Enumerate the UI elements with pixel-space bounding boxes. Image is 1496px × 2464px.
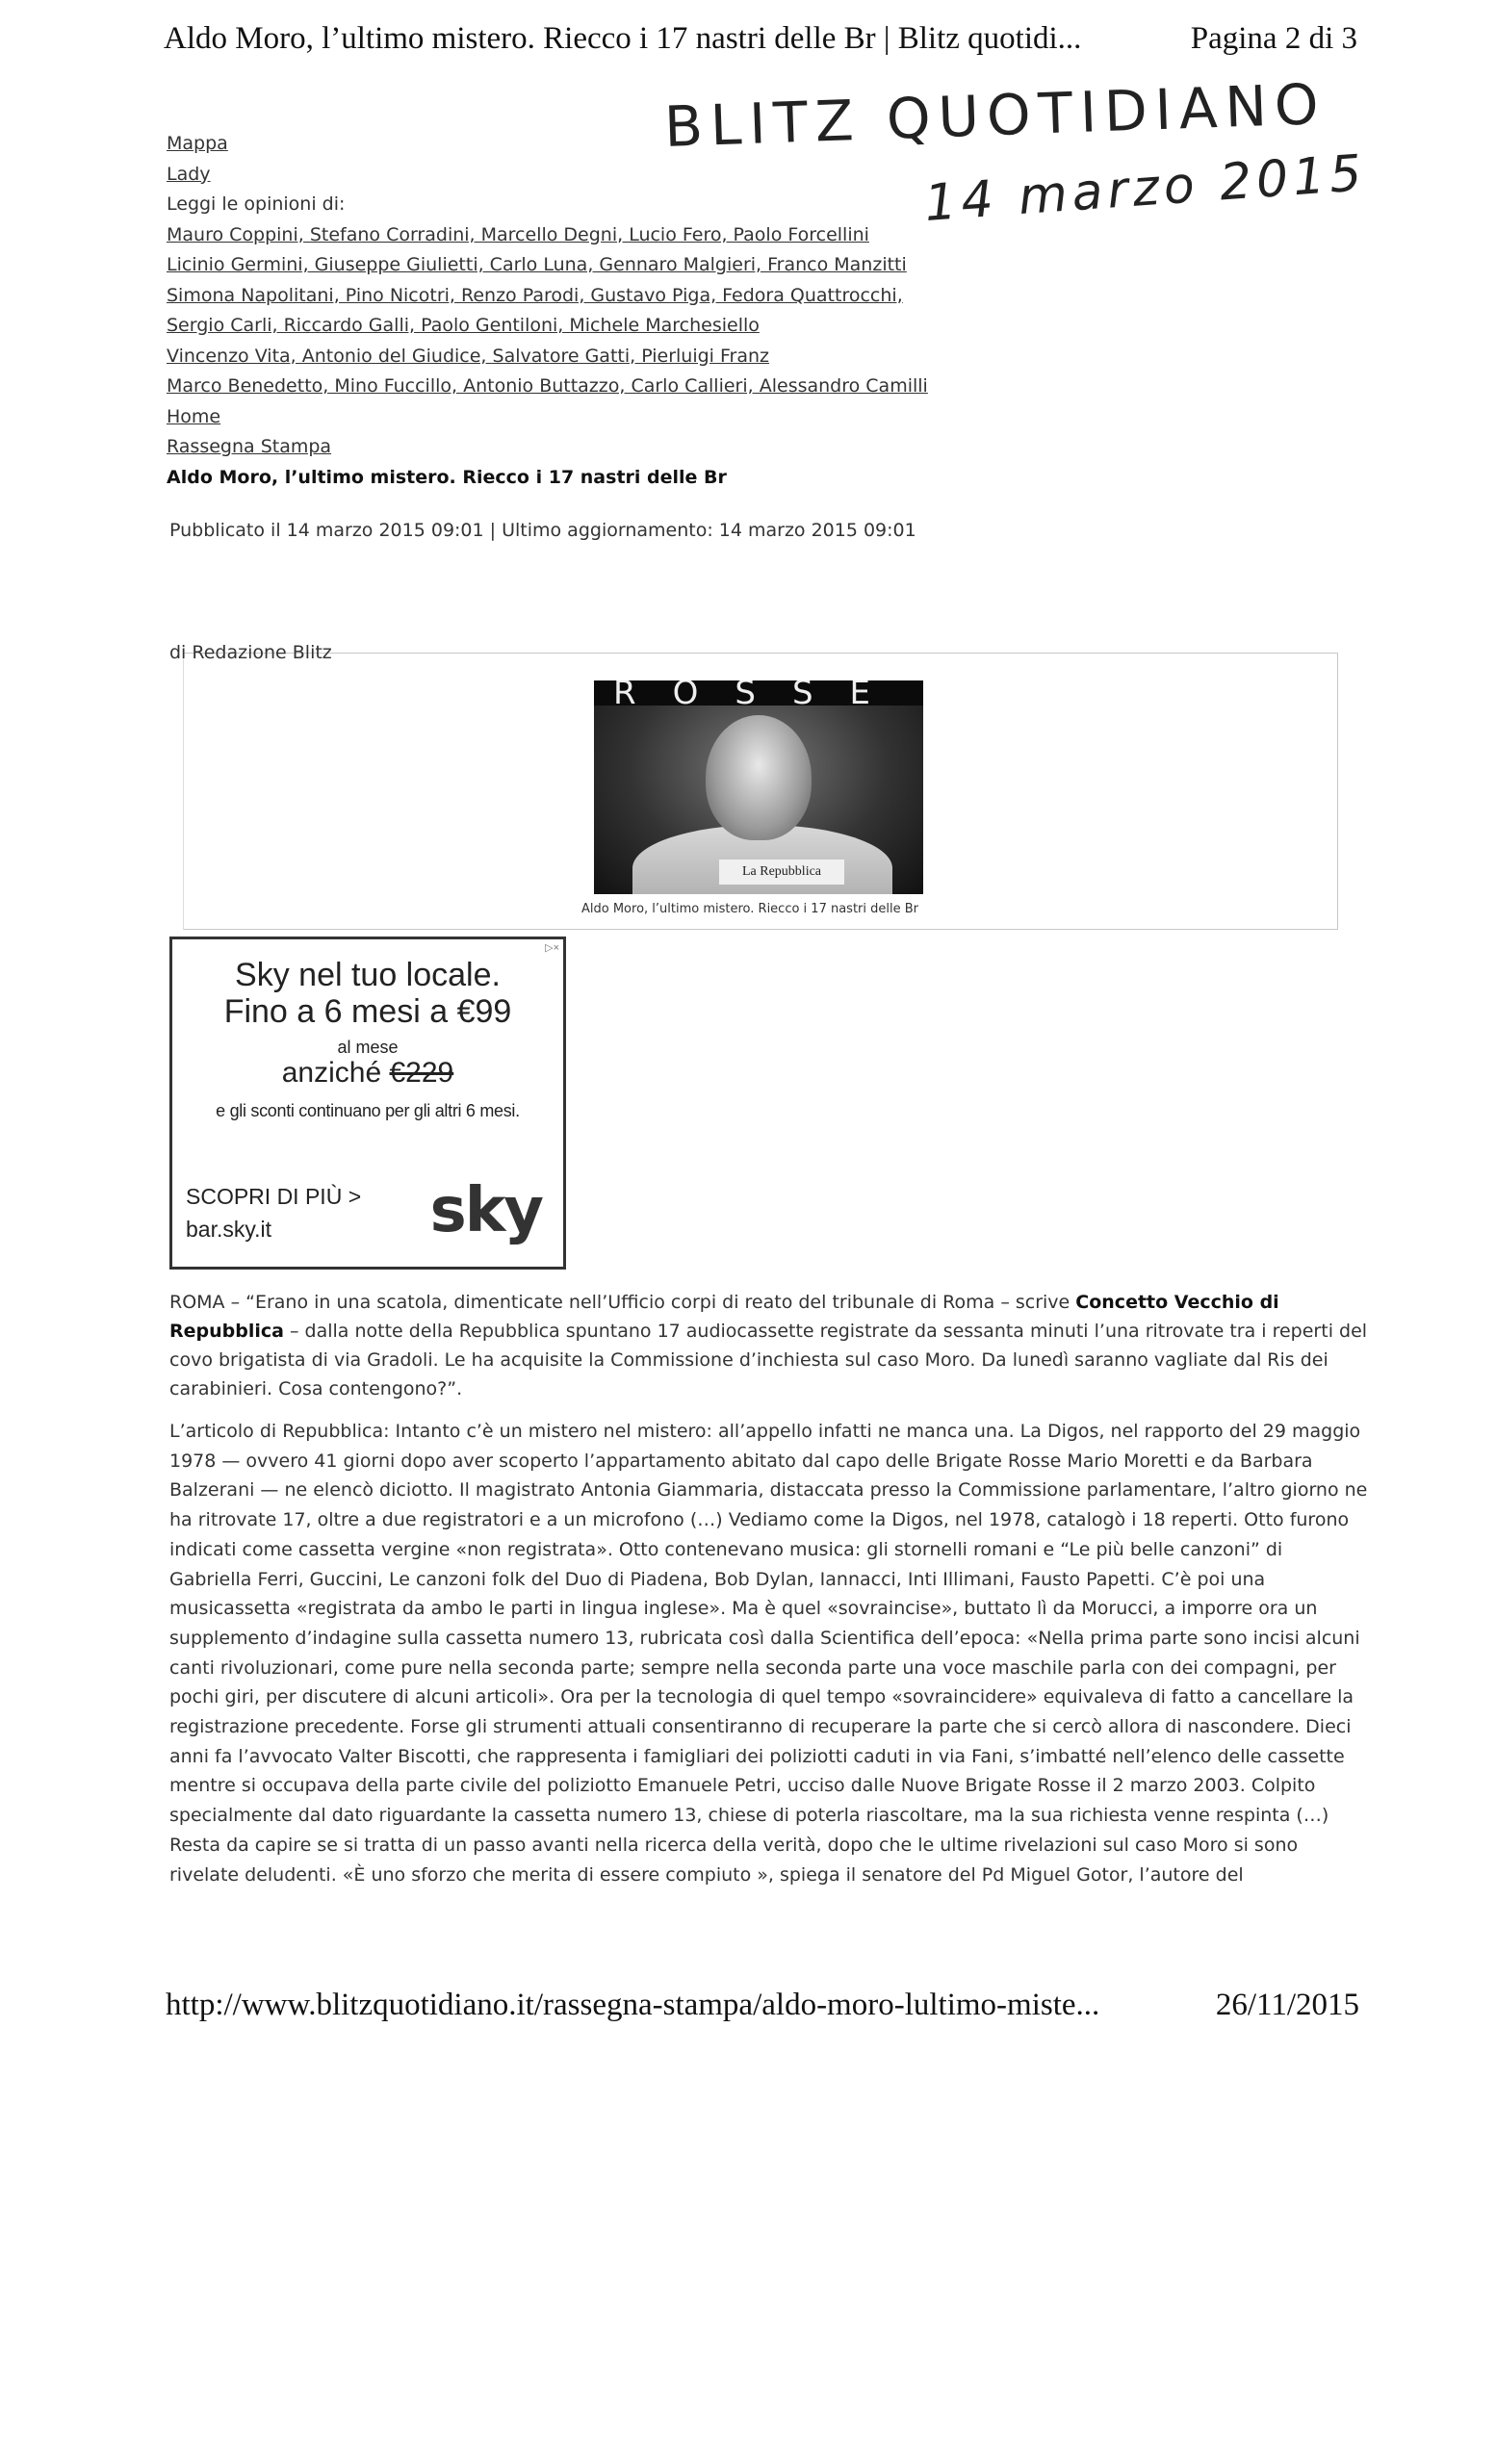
lead-source: Concetto Vecchio di Repubblica bbox=[169, 1292, 1279, 1342]
authors-row[interactable]: Licinio Germini, Giuseppe Giulietti, Carlo Luna, Gennaro Malgieri, Franco Manzitti bbox=[167, 254, 907, 275]
ad-cta[interactable] bbox=[186, 1180, 361, 1245]
lead-text-before: ROMA – “Erano in una scatola, dimenticate nell’Ufficio corpi di reato del tribunale di Roma – scrive bbox=[169, 1292, 1076, 1313]
site-navigation bbox=[167, 129, 928, 493]
nav-link-lady[interactable]: Lady bbox=[167, 163, 211, 185]
article-photo bbox=[594, 680, 923, 894]
print-footer bbox=[166, 1988, 1359, 2023]
authors-row[interactable]: Simona Napolitani, Pino Nicotri, Renzo Parodi, Gustavo Piga, Fedora Quattrocchi, bbox=[167, 284, 903, 306]
ad-line-4 bbox=[172, 1057, 563, 1090]
authors-row[interactable]: Vincenzo Vita, Antonio del Giudice, Salvatore Gatti, Pierluigi Franz bbox=[167, 345, 770, 367]
sky-logo: sky bbox=[429, 1175, 542, 1246]
print-header-title: Aldo Moro, l’ultimo mistero. Riecco i 17 nastri delle Br | Blitz quotidi... bbox=[164, 21, 1082, 56]
photo-newspaper: La Repubblica bbox=[719, 860, 844, 885]
ad-line-2: Fino a 6 mesi a €99 bbox=[223, 993, 512, 1030]
print-header-page: Pagina 2 di 3 bbox=[1190, 21, 1357, 56]
authors-row[interactable]: Mauro Coppini, Stefano Corradini, Marcello Degni, Lucio Fero, Paolo Forcellini bbox=[167, 223, 869, 245]
publish-date: Pubblicato il 14 marzo 2015 09:01 | Ultimo aggiornamento: 14 marzo 2015 09:01 bbox=[169, 520, 916, 541]
photo-banner: ROSSE bbox=[594, 680, 923, 706]
article-title: Aldo Moro, l’ultimo mistero. Riecco i 17 nastri delle Br bbox=[167, 466, 727, 488]
photo-figure-head bbox=[706, 715, 812, 840]
breadcrumb-section[interactable]: Rassegna Stampa bbox=[167, 436, 332, 457]
ad-choices-icon[interactable]: ▷× bbox=[545, 942, 559, 954]
breadcrumb-home[interactable]: Home bbox=[167, 405, 221, 427]
sky-advert[interactable] bbox=[169, 937, 566, 1270]
authors-row[interactable]: Marco Benedetto, Mino Fuccillo, Antonio Buttazzo, Carlo Callieri, Alessandro Camilli bbox=[167, 375, 928, 397]
ad-old-price: €229 bbox=[389, 1057, 454, 1089]
photo-caption: Aldo Moro, l’ultimo mistero. Riecco i 17 nastri delle Br bbox=[581, 902, 919, 916]
article-lead bbox=[169, 1288, 1368, 1403]
handwritten-source: BLITZ QUOTIDIANO bbox=[663, 71, 1328, 160]
authors-row[interactable]: Sergio Carli, Riccardo Galli, Paolo Gentiloni, Michele Marchesiello bbox=[167, 315, 760, 336]
print-header bbox=[164, 21, 1357, 57]
nav-link-mappa[interactable]: Mappa bbox=[167, 133, 228, 154]
byline: di Redazione Blitz bbox=[169, 642, 332, 663]
handwritten-date: 14 marzo 2015 bbox=[922, 144, 1369, 233]
ad-line-5: e gli sconti continuano per gli altri 6 mesi. bbox=[216, 1101, 520, 1120]
footer-url: http://www.blitzquotidiano.it/rassegna-stampa/aldo-moro-lultimo-miste... bbox=[166, 1988, 1100, 2022]
lead-text-after: – dalla notte della Repubblica spuntano 17 audiocassette registrate da sessanta minuti l’una ritrovate tra i reperti del covo brigatista di via Gradoli. Le ha acquisite la Commissione d’inchiesta sul caso Moro. Da lunedì saranno vagliate dal Ris dei carabinieri. Cosa contengono?”. bbox=[169, 1321, 1368, 1399]
ad-cta-label[interactable]: SCOPRI DI PIÙ > bbox=[186, 1184, 362, 1209]
ad-line-4-prefix: anziché bbox=[281, 1057, 390, 1089]
ad-line-3: al mese bbox=[337, 1038, 399, 1057]
ad-line-1: Sky nel tuo locale. bbox=[235, 957, 501, 993]
ad-cta-url[interactable]: bar.sky.it bbox=[186, 1217, 272, 1242]
footer-date: 26/11/2015 bbox=[1215, 1988, 1359, 2022]
article-body: L’articolo di Repubblica: Intanto c’è un mistero nel mistero: all’appello infatti ne manca una. La Digos, nel rapporto del 29 maggio 1978 — ovvero 41 giorni dopo aver scoperto l’appartamento abitato dal capo delle Brigate Rosse Mario Moretti e da Barbara Balzerani — ne elencò diciotto. Il magistrato Antonia Giammaria, distaccata presso la Commissione parlamentare, l’altro giorno ne ha ritrovate 17, oltre a due registratori e a un microfono (…) Vediamo come la Digos, nel 1978, catalogò i 18 reperti. Otto furono indicati come cassetta vergine «non registrata». Otto contenevano musica: gli stornelli romani e “Le più belle canzoni” di Gabriella Ferri, Guccini, Le canzoni folk del Duo di Piadena, Bob Dylan, Iannacci, Inti Illimani, Fausto Papetti. C’è poi una musicassetta «registrata da ambo le parti in lingua inglese». Ma è quel «sovraincise», buttato lì da Morucci, a imporre ora un supplemento d’indagine sulla cassetta numero 13, rubricata così dalla Scientifica dell’epoca: «Nella prima parte sono incisi alcuni canti rivoluzionari, come pure nella seconda parte; sempre nella seconda parte una voce maschile parla con dei compagni, per pochi giri, per discutere di alcuni articoli». Ora per la tecnologia di quel tempo «sovraincidere» equivaleva di fatto a cancellare la registrazione precedente. Forse gli strumenti attuali consentiranno di recuperare la parte che si cercò allora di nascondere. Dieci anni fa l’avvocato Valter Biscotti, che rappresenta i famigliari dei poliziotti caduti in via Fani, s’imbatté nell’elenco delle cassette mentre si occupava della parte civile del poliziotto Emanuele Petri, ucciso dalle Nuove Brigate Rosse il 2 marzo 2003. Colpito specialmente dal dato riguardante la cassetta numero 13, chiese di poterla riascoltare, ma la sua richiesta venne respinta (…) Resta da capire se si tratta di un passo avanti nella ricerca della verità, dopo che le ultime rivelazioni sul caso Moro si sono rivelate deludenti. «È uno sforzo che merita di essere compiuto », spiega il senatore del Pd Miguel Gotor, l’autore del bbox=[169, 1421, 1368, 1886]
opinions-label: Leggi le opinioni di: bbox=[167, 193, 346, 215]
